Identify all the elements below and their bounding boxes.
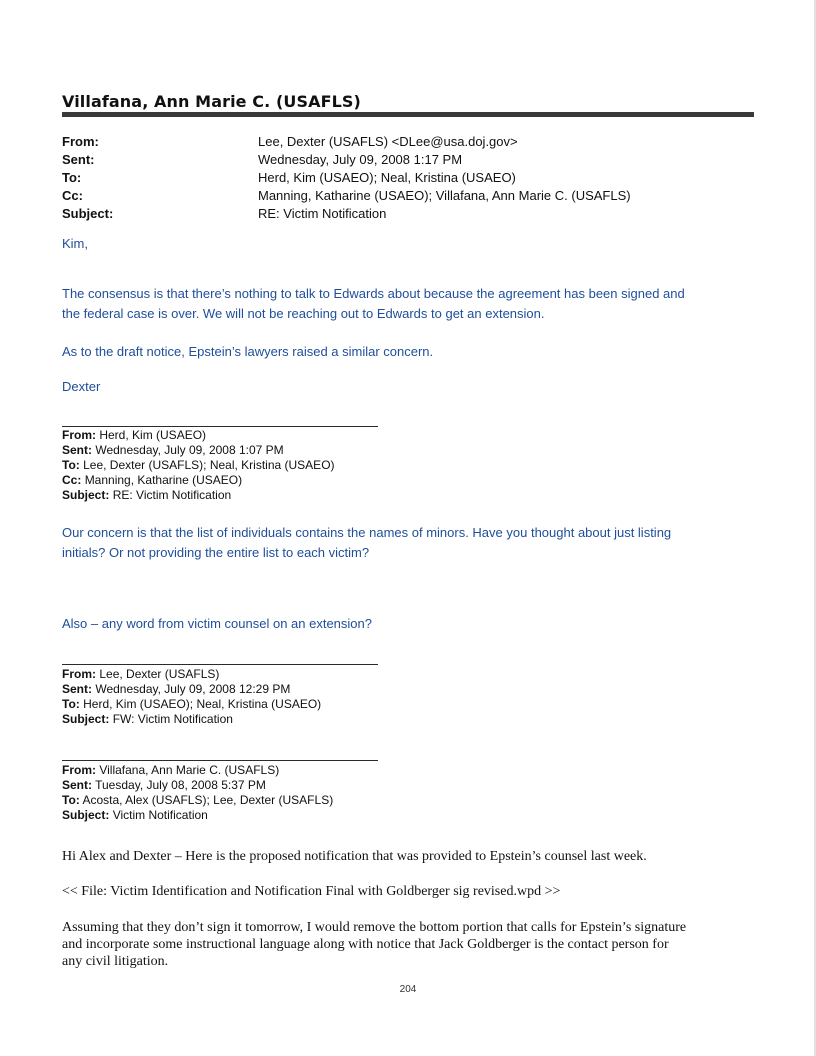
paragraph2-text: As to the draft notice, Epstein’s lawyers raised a similar concern. <box>62 344 434 359</box>
quote1-cc-label: Cc: <box>62 473 82 487</box>
quote3-paragraph2 <box>62 919 762 970</box>
quote1-from-value: Herd, Kim (USAEO) <box>99 428 207 442</box>
quote1-body-line1: Our concern is that the list of individuals contains the names of minors. Have you thought about just listing <box>62 525 672 540</box>
quote3-subject-label: Subject: <box>62 808 110 822</box>
quote2-to-value: Herd, Kim (USAEO); Neal, Kristina (USAEO) <box>83 697 322 711</box>
paragraph1-line1: The consensus is that there’s nothing to talk to Edwards about because the agreement has been signed and <box>62 286 685 301</box>
quote2-to-label: To: <box>62 697 80 711</box>
quote3-header <box>62 763 333 823</box>
quote2-subject-label: Subject: <box>62 712 110 726</box>
header-sent-label: Sent: <box>62 152 95 167</box>
quote1-to-value: Lee, Dexter (USAFLS); Neal, Kristina (USAEO) <box>83 458 335 472</box>
header-from-row <box>62 133 758 151</box>
signature-text: Dexter <box>62 379 101 394</box>
quote1-body-line3: Also – any word from victim counsel on an extension? <box>62 616 372 631</box>
quote2-subject-value: FW: Victim Notification <box>112 712 233 726</box>
quote3-from-label: From: <box>62 763 96 777</box>
separator-1 <box>62 426 378 427</box>
quote1-cc-value: Manning, Katharine (USAEO) <box>84 473 243 487</box>
quote3-para2-line2: and incorporate some instructional language along with notice that Jack Goldberger is the contact person for <box>62 937 669 952</box>
quote2-from-value: Lee, Dexter (USAFLS) <box>99 667 220 681</box>
email-header <box>62 133 758 223</box>
header-cc-label: Cc: <box>62 188 83 203</box>
message1-signature <box>62 377 752 397</box>
quote1-header <box>62 428 335 503</box>
header-from-value: Lee, Dexter (USAFLS) <DLee@usa.doj.gov> <box>258 134 518 149</box>
quote3-to-label: To: <box>62 793 80 807</box>
quote2-header <box>62 667 321 727</box>
quote1-from-label: From: <box>62 428 96 442</box>
quote1-followup <box>62 614 752 634</box>
attachment-reference: << File: Victim Identification and Notification Final with Goldberger sig revised.wpd >> <box>62 884 561 899</box>
header-cc-row <box>62 187 758 205</box>
header-subject-value: RE: Victim Notification <box>258 206 387 221</box>
separator-2 <box>62 664 378 665</box>
message1-greeting <box>62 234 752 254</box>
header-to-row <box>62 169 758 187</box>
quote3-subject-value: Victim Notification <box>112 808 208 822</box>
paragraph1-line2: the federal case is over. We will not be reaching out to Edwards to get an extension. <box>62 306 545 321</box>
greeting-text: Kim, <box>62 236 88 251</box>
separator-3 <box>62 760 378 761</box>
quote1-subject-label: Subject: <box>62 488 110 502</box>
header-cc-value: Manning, Katharine (USAEO); Villafana, Ann Marie C. (USAFLS) <box>258 188 631 203</box>
quote1-to-label: To: <box>62 458 80 472</box>
quote3-para2-line1: Assuming that they don’t sign it tomorrow, I would remove the bottom portion that calls for Epstein’s signature <box>62 920 687 935</box>
quote2-sent-label: Sent: <box>62 682 92 696</box>
header-sent-value: Wednesday, July 09, 2008 1:17 PM <box>258 152 463 167</box>
header-subject-label: Subject: <box>62 206 114 221</box>
quote1-body <box>62 523 752 563</box>
quote2-sent-value: Wednesday, July 09, 2008 12:29 PM <box>95 682 291 696</box>
header-subject-row <box>62 205 758 223</box>
quote3-from-value: Villafana, Ann Marie C. (USAFLS) <box>99 763 280 777</box>
header-sent-row <box>62 151 758 169</box>
header-from-label: From: <box>62 134 99 149</box>
message1-paragraph2 <box>62 342 752 362</box>
quote3-sent-label: Sent: <box>62 778 92 792</box>
quote3-paragraph1 <box>62 848 762 865</box>
quote1-subject-value: RE: Victim Notification <box>112 488 232 502</box>
quote3-sent-value: Tuesday, July 08, 2008 5:37 PM <box>95 778 266 792</box>
quote3-to-value: Acosta, Alex (USAFLS); Lee, Dexter (USAFLS) <box>82 793 334 807</box>
quote1-sent-label: Sent: <box>62 443 92 457</box>
title-rule <box>62 112 754 117</box>
document-title: Villafana, Ann Marie C. (USAFLS) <box>62 92 361 111</box>
page-number: 204 <box>399 984 417 995</box>
message1-paragraph1 <box>62 284 752 324</box>
quote3-body-para1: Hi Alex and Dexter – Here is the proposed notification that was provided to Epstein’s counsel last week. <box>62 849 647 864</box>
quote2-from-label: From: <box>62 667 96 681</box>
quote1-sent-value: Wednesday, July 09, 2008 1:07 PM <box>95 443 284 457</box>
header-to-label: To: <box>62 170 82 185</box>
quote3-para2-line3: any civil litigation. <box>62 954 169 969</box>
quote3-attachment <box>62 883 762 900</box>
quote1-body-line2: initials? Or not providing the entire list to each victim? <box>62 545 370 560</box>
header-to-value: Herd, Kim (USAEO); Neal, Kristina (USAEO) <box>258 170 516 185</box>
